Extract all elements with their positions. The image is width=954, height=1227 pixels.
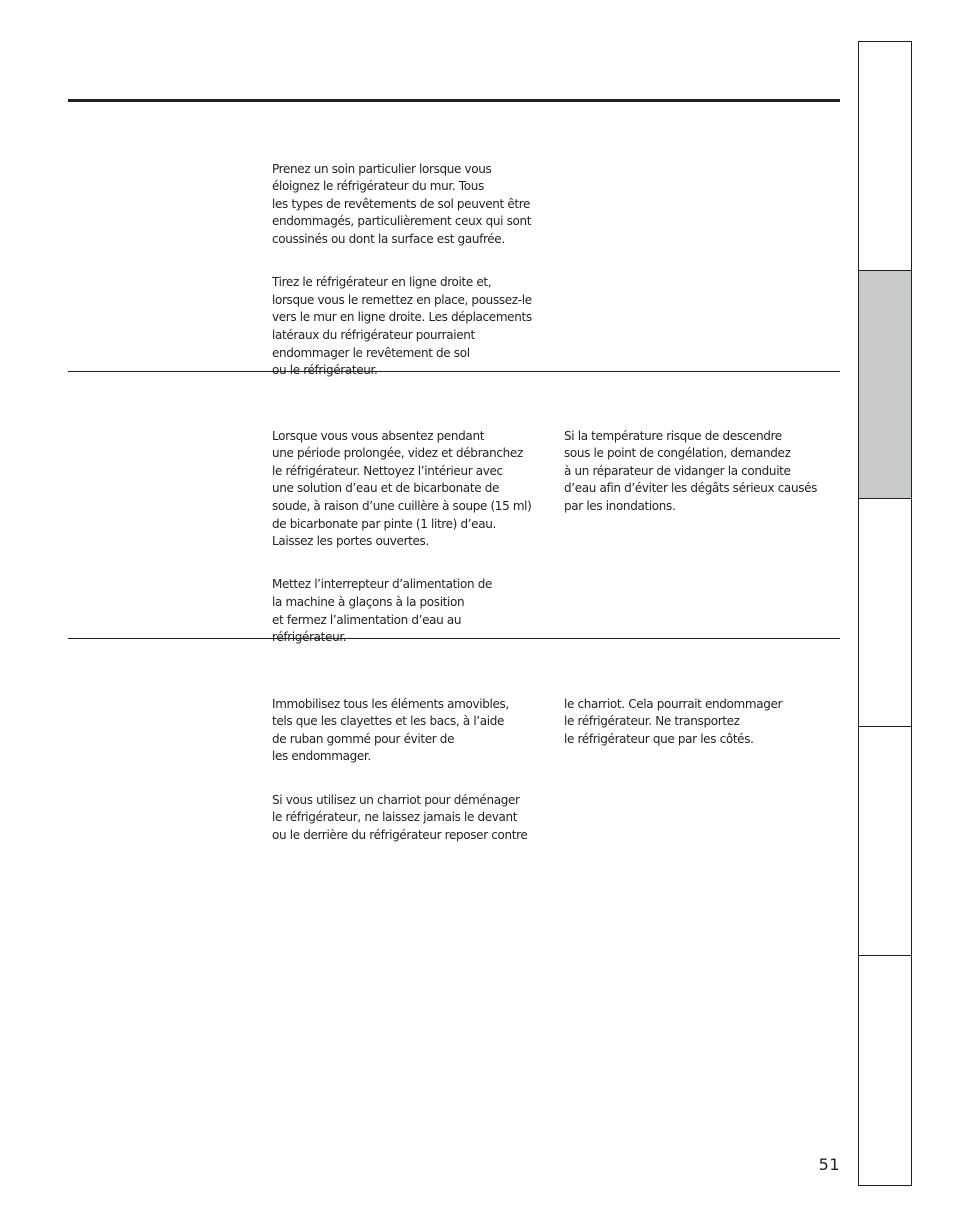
side-tab-2-active — [858, 270, 912, 498]
top-rule — [68, 99, 840, 102]
section-2-paragraph-2: Mettez l’interrepteur d’alimentation de la machine à glaçons à la position et fermez l’alimentation d’eau au — [272, 577, 492, 627]
section-2-left-column — [272, 410, 554, 672]
side-tab-4 — [858, 726, 912, 955]
section-divider-2 — [68, 638, 840, 639]
side-tab-3 — [858, 498, 912, 726]
side-tab-5 — [858, 955, 912, 1186]
section-2-paragraph-1: Lorsque vous vous absentez pendant une période prolongée, videz et débranchez le réfrigérateur. Nettoyez l’intérieur avec une solution d’eau et de bicarbonate de soude, à raison d’une cuillère à soupe (15 ml) de bicarbonate par pinte (1 litre) d’eau. Laissez les portes ouvertes. — [272, 428, 532, 549]
section-2-right-column — [564, 410, 846, 541]
section-1-paragraph-1: Prenez un soin particulier lorsque vous éloignez le réfrigérateur du mur. Tous les types de revêtements de sol peuvent être endommagés, particulièrement ceux qui sont coussinés ou dont la surface est gaufrée. — [272, 161, 532, 246]
side-tab-1 — [858, 41, 912, 270]
section-3-right-column — [564, 678, 846, 774]
section-2-paragraph-3: Si la température risque de descendre sous le point de congélation, demandez à un réparateur de vidanger la conduite d’eau afin d’éviter les dégâts sérieux causés par les inondations. — [564, 428, 818, 513]
section-3-paragraph-1: Immobilisez tous les éléments amovibles, tels que les clayettes et les bacs, à l’aide de ruban gommé pour éviter de les endommager. — [272, 696, 509, 764]
section-3-left-column — [272, 678, 554, 870]
page-number: 51 — [818, 1155, 840, 1174]
section-3-paragraph-3: le charriot. Cela pourrait endommager le réfrigérateur. Ne transportez le réfrigérateur que par les côtés. — [564, 696, 783, 746]
section-1-paragraph-2: Tirez le réfrigérateur en ligne droite et, lorsque vous le remettez en place, poussez-le vers le mur en ligne droite. Les déplacements latéraux du réfrigérateur pourraient endommager le revêtement de sol — [272, 275, 532, 360]
section-3-paragraph-2: Si vous utilisez un charriot pour déménager le réfrigérateur, ne laissez jamais le devant ou le derrière du réfrigérateur reposer contre — [272, 792, 528, 842]
section-1-left-column — [272, 143, 554, 405]
section-divider-1 — [68, 371, 840, 372]
